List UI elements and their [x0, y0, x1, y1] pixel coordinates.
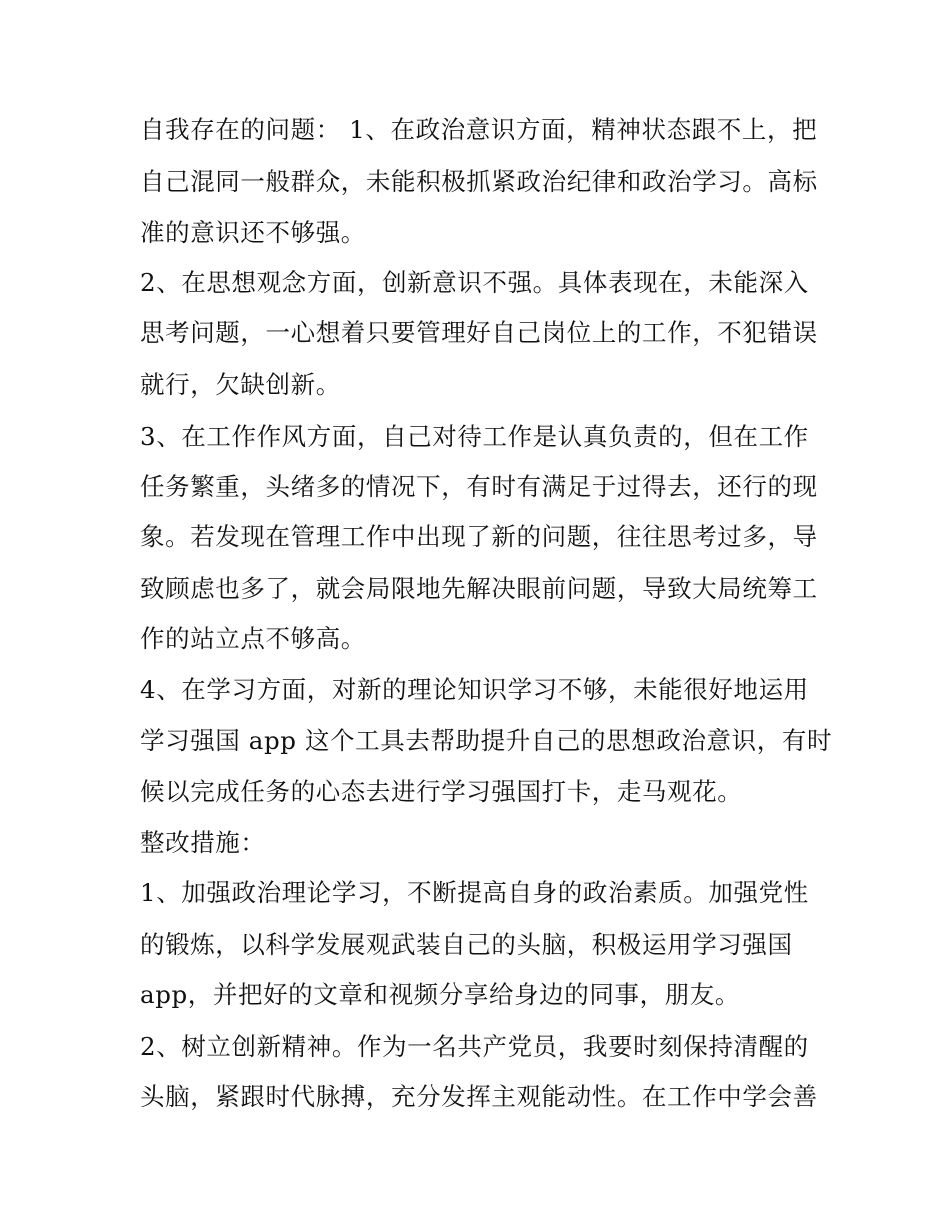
text-line: 思考问题，一心想着只要管理好自己岗位上的工作，不犯错误 [140, 318, 818, 347]
text-line: 作的站立点不够高。 [140, 624, 366, 653]
text-line: 头脑，紧跟时代脉搏，充分发挥主观能动性。在工作中学会善 [140, 1082, 818, 1111]
text-line: 自己混同一般群众，未能积极抓紧政治纪律和政治学习。高标 [140, 167, 818, 196]
text-line: 候以完成任务的心态去进行学习强国打卡，走马观花。 [140, 777, 743, 806]
text-line: 2、树立创新精神。作为一名共产党员，我要时刻保持清醒的 [140, 1032, 809, 1061]
text-line: app，并把好的文章和视频分享给身边的同事，朋友。 [140, 980, 740, 1009]
section-heading: 整改措施： [140, 828, 266, 857]
text-line: 自我存在的问题： 1、在政治意识方面，精神状态跟不上，把 [140, 115, 818, 144]
text-line: 3、在工作作风方面，自己对待工作是认真负责的，但在工作 [140, 422, 809, 451]
text-line: 致顾虑也多了，就会局限地先解决眼前问题，导致大局统筹工 [140, 574, 818, 603]
text-line: 的锻炼，以科学发展观武装自己的头脑，积极运用学习强国 [140, 930, 793, 959]
text-line: 任务繁重，头绪多的情况下，有时有满足于过得去，还行的现 [140, 472, 818, 501]
text-line: 4、在学习方面，对新的理论知识学习不够，未能很好地运用 [140, 675, 809, 704]
text-line: 学习强国 app 这个工具去帮助提升自己的思想政治意识，有时 [140, 726, 833, 755]
text-line: 2、在思想观念方面，创新意识不强。具体表现在，未能深入 [140, 268, 809, 297]
text-line: 就行，欠缺创新。 [140, 370, 341, 399]
text-line: 准的意识还不够强。 [140, 218, 366, 247]
text-line: 象。若发现在管理工作中出现了新的问题，往往思考过多，导 [140, 522, 818, 551]
text-line: 1、加强政治理论学习，不断提高自身的政治素质。加强党性 [140, 878, 809, 907]
